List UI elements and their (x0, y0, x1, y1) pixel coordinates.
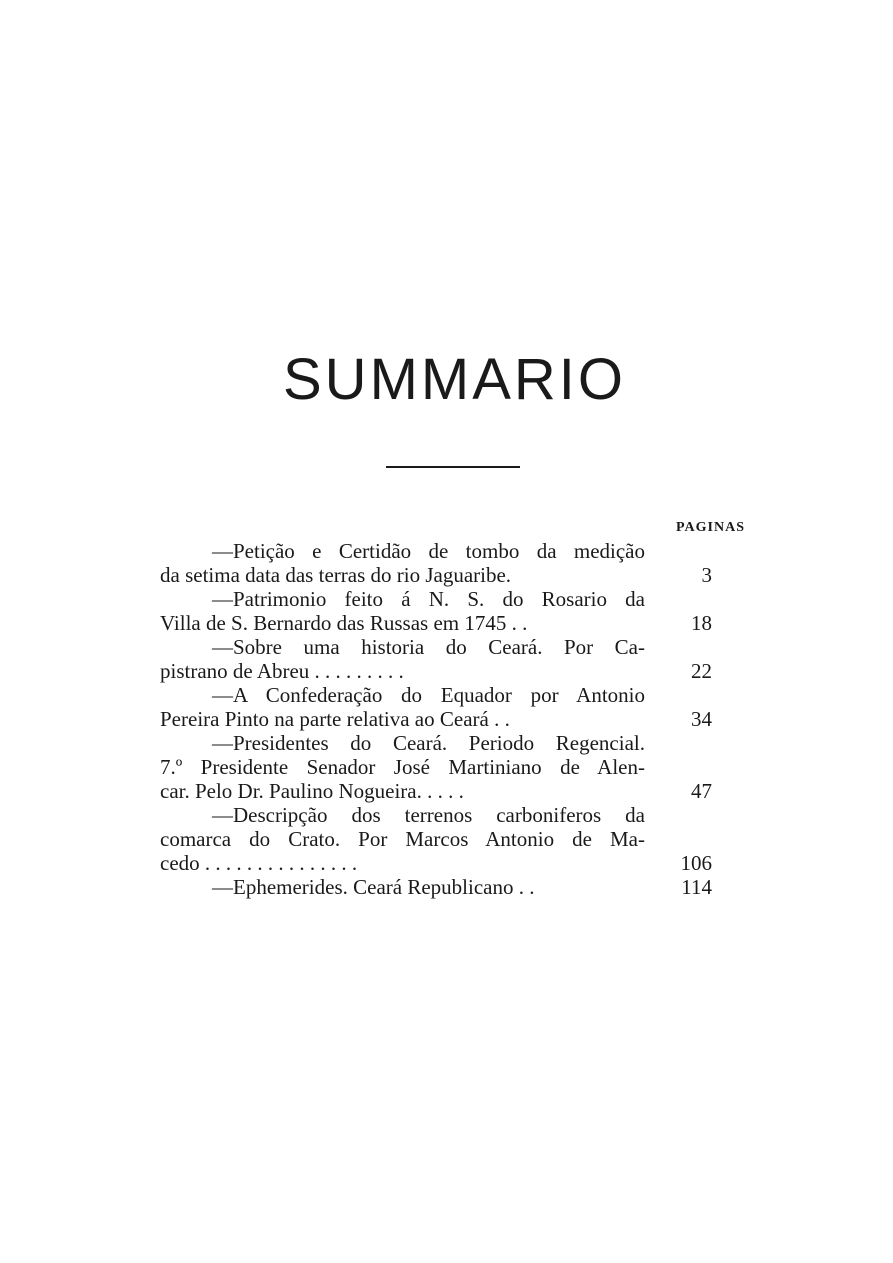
toc-entry-line: comarca do Crato. Por Marcos Antonio de Ma- (160, 827, 645, 851)
toc-page-number: 114 (681, 875, 712, 899)
page-title: SUMMARIO (283, 347, 626, 412)
toc-entry (160, 587, 720, 635)
toc-entry-line: —Ephemerides. Ceará Republicano . . (212, 875, 535, 899)
toc-entry-line: —Patrimonio feito á N. S. do Rosario da (212, 587, 645, 611)
toc-page-number: 22 (691, 659, 712, 683)
toc-entry (160, 731, 720, 803)
toc-entry-line: 7.º Presidente Senador José Martiniano de Alen- (160, 755, 645, 779)
toc-entry-line: —Sobre uma historia do Ceará. Por Ca- (212, 635, 645, 659)
toc-entry-line: Pereira Pinto na parte relativa ao Ceará . . (160, 707, 510, 731)
toc-entry-line: Villa de S. Bernardo das Russas em 1745 . . (160, 611, 528, 635)
toc-page-number: 106 (680, 851, 712, 875)
toc-entry (160, 683, 720, 731)
toc-entry-line: car. Pelo Dr. Paulino Nogueira. . . . . (160, 779, 464, 803)
toc-entry-line: pistrano de Abreu . . . . . . . . . (160, 659, 404, 683)
toc-entry-line: —Presidentes do Ceará. Periodo Regencial. (212, 731, 645, 755)
toc-page-number: 34 (691, 707, 712, 731)
toc-entry-line: —A Confederação do Equador por Antonio (212, 683, 645, 707)
pages-column-header: PAGINAS (676, 520, 745, 535)
toc-entry-line: cedo . . . . . . . . . . . . . . . (160, 851, 358, 875)
toc-page-number: 18 (691, 611, 712, 635)
toc-page-number: 47 (691, 779, 712, 803)
toc-entry-line: —Petição e Certidão de tombo da medição (212, 539, 645, 563)
table-of-contents (160, 539, 720, 899)
toc-page-number: 3 (701, 563, 712, 587)
toc-entry-line: —Descripção dos terrenos carboniferos da (212, 803, 645, 827)
toc-entry (160, 875, 720, 899)
toc-entry (160, 539, 720, 587)
toc-entry-line: da setima data das terras do rio Jaguaribe. (160, 563, 512, 587)
toc-entry (160, 803, 720, 875)
toc-entry (160, 635, 720, 683)
title-divider (386, 466, 520, 468)
